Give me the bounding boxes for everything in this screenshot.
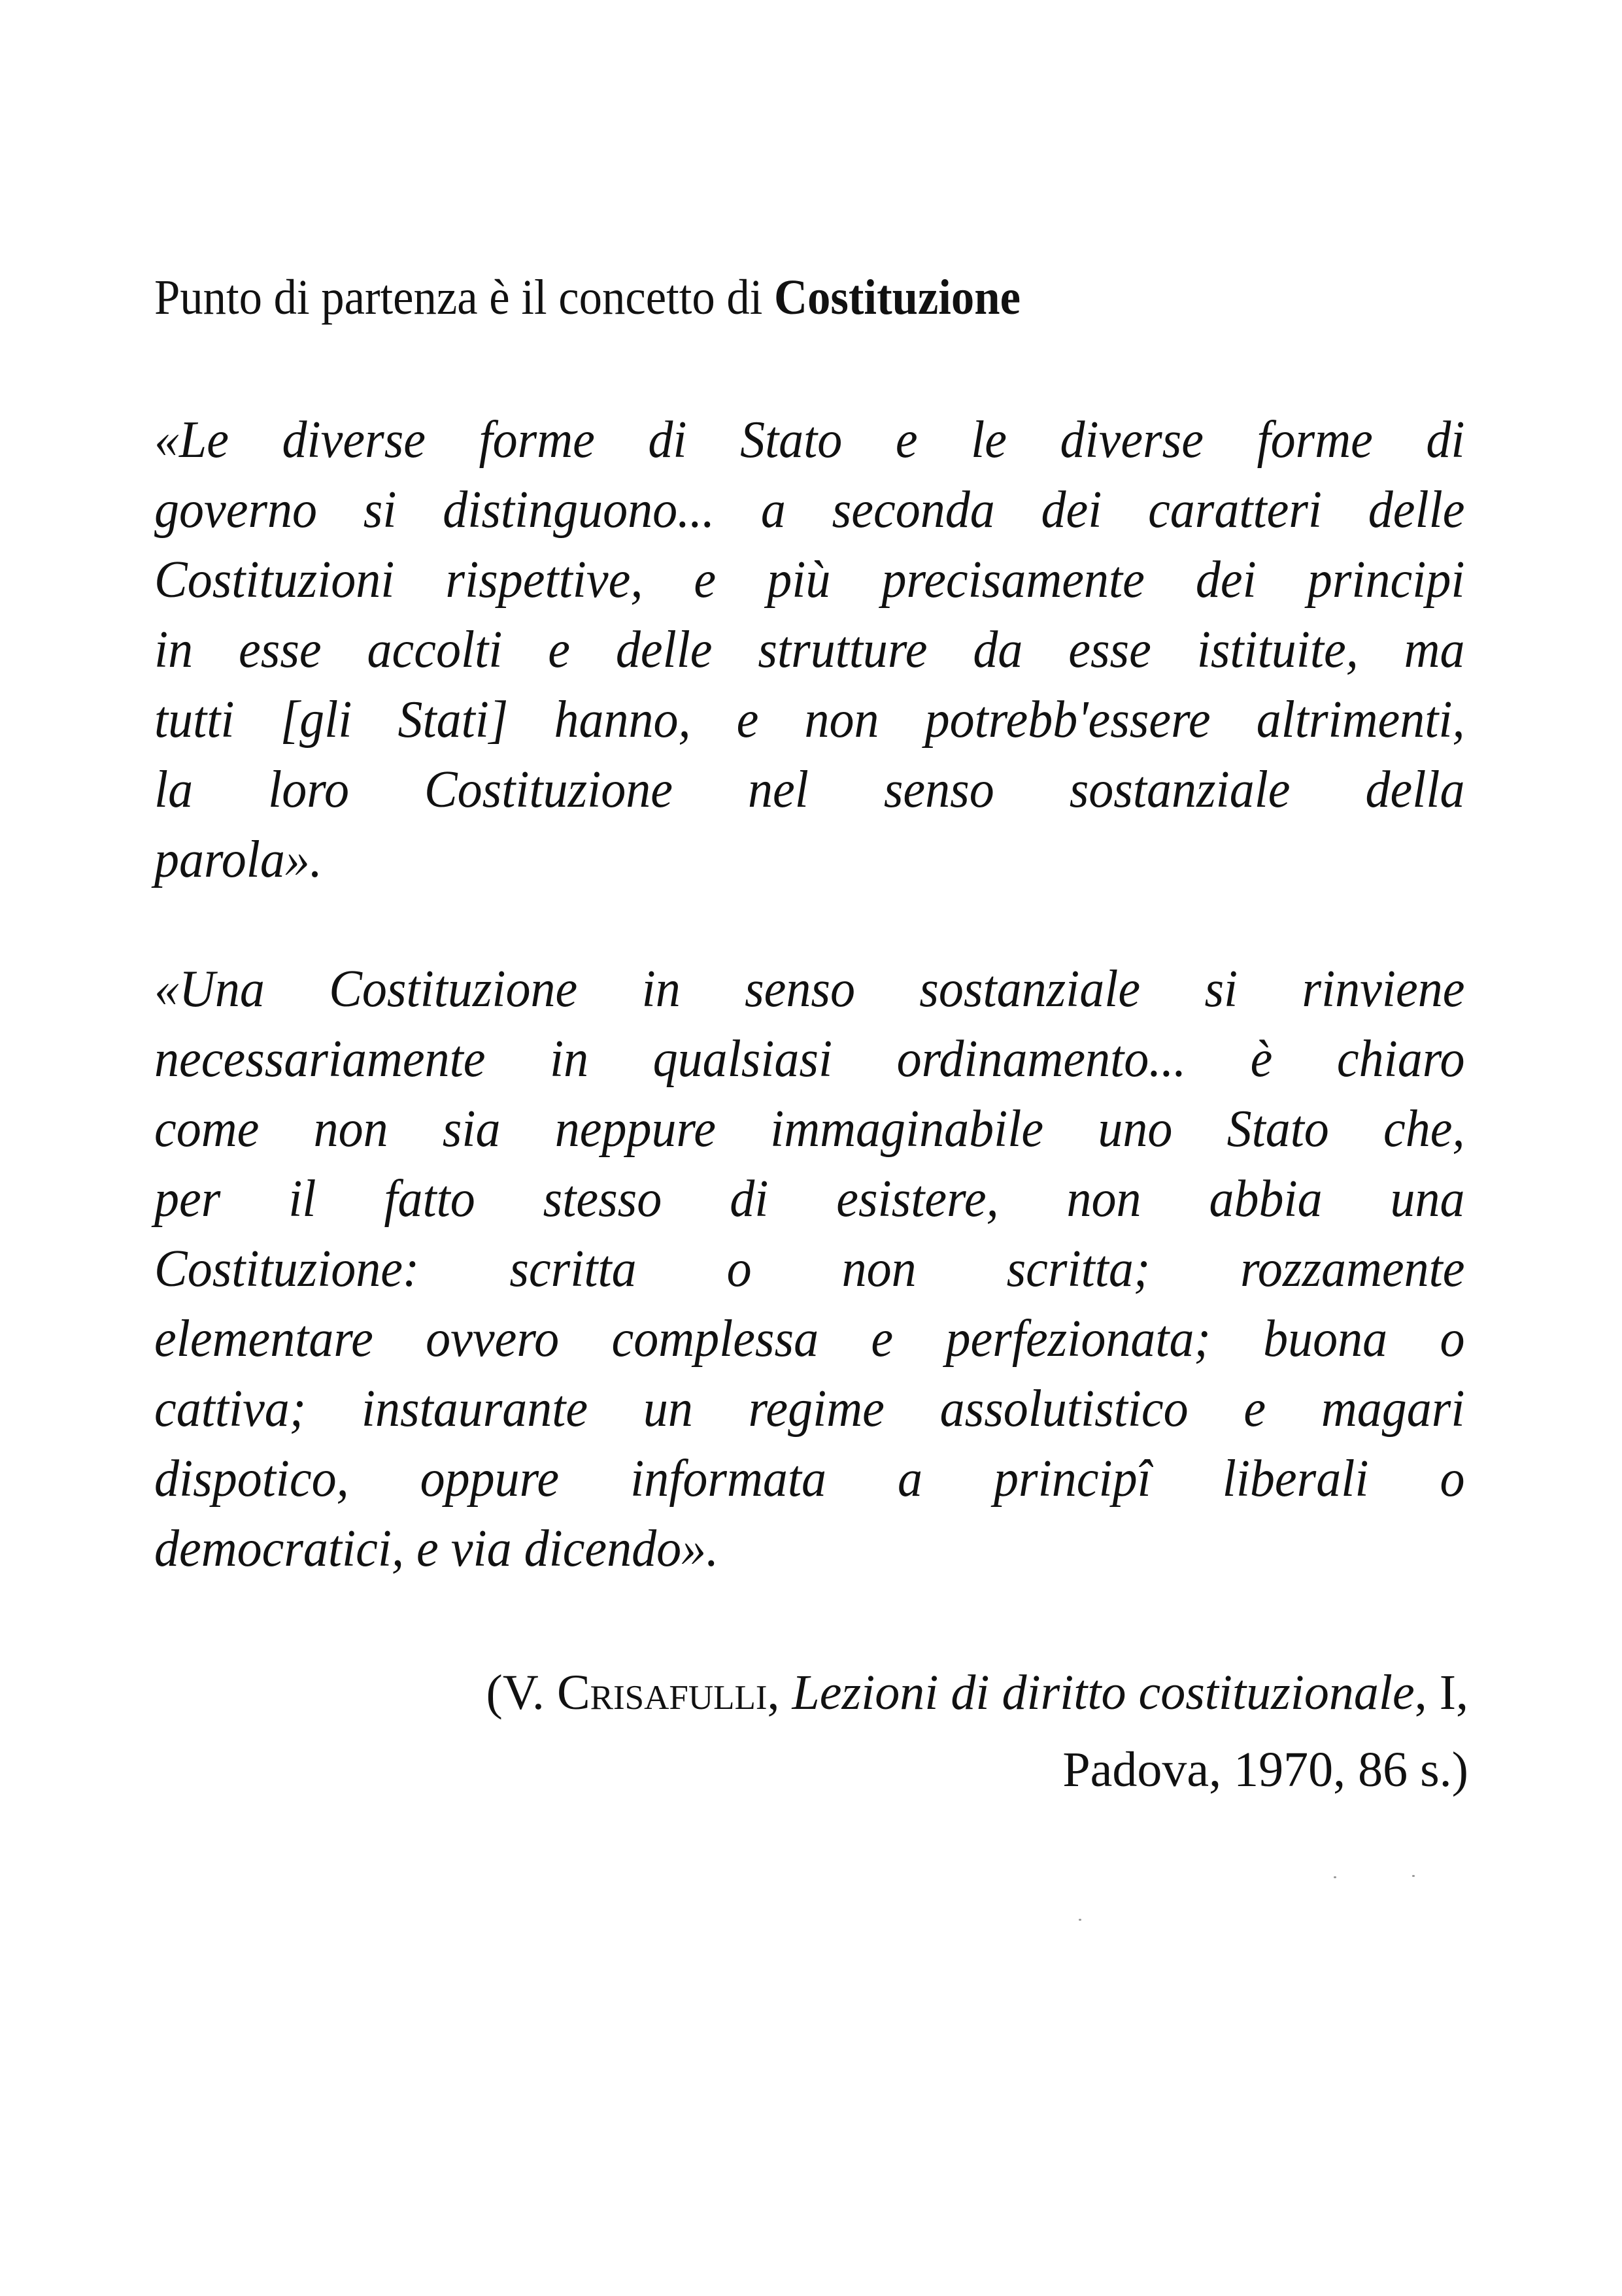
- citation-line-1: [154, 1654, 1468, 1731]
- quote-2-line: necessariamente in qualsiasi ordinamento... è chiaro: [154, 1030, 1465, 1088]
- page-heading: [154, 262, 1376, 333]
- quote-block-1: [154, 405, 1465, 895]
- citation-line-2: Padova, 1970, 86 s.): [1062, 1742, 1468, 1797]
- quote-1-line: governo si distinguono... a seconda dei caratteri delle: [154, 481, 1465, 539]
- scan-speck: [1334, 1876, 1336, 1878]
- heading-bold-term: Costituzione: [774, 270, 1021, 325]
- quote-1-line: la loro Costituzione nel senso sostanziale della: [154, 761, 1465, 819]
- quote-2-line: dispotico, oppure informata a principî liberali o: [154, 1450, 1465, 1508]
- quote-2-line: Costituzione: scritta o non scritta; rozzamente: [154, 1240, 1465, 1298]
- citation-sep: ,: [767, 1665, 792, 1720]
- quote-2-line: cattiva; instaurante un regime assolutistico e magari: [154, 1380, 1465, 1438]
- quote-2-line: democratici, e via dicendo».: [154, 1520, 719, 1578]
- quote-2-line: come non sia neppure immaginabile uno Stato che,: [154, 1100, 1465, 1158]
- citation: [154, 1654, 1468, 1808]
- quote-1-line: parola».: [154, 831, 322, 888]
- quote-block-2: [154, 954, 1465, 1584]
- citation-volume: , I,: [1414, 1665, 1468, 1720]
- quote-1-line: tutti [gli Stati] hanno, e non potrebb'essere altrimenti,: [154, 691, 1465, 749]
- quote-2-line: «Una Costituzione in senso sostanziale si rinviene: [154, 960, 1465, 1018]
- citation-author: Crisafulli: [556, 1665, 768, 1720]
- scan-speck: [1412, 1875, 1415, 1877]
- citation-open: (V.: [486, 1665, 557, 1720]
- citation-title: Lezioni di diritto costituzionale: [792, 1665, 1415, 1720]
- quote-2-line: elementare ovvero complessa e perfezionata; buona o: [154, 1310, 1465, 1368]
- scan-speck: [1079, 1919, 1081, 1921]
- quote-2-line: per il fatto stesso di esistere, non abbia una: [154, 1170, 1465, 1228]
- quote-1-line: Costituzioni rispettive, e più precisamente dei principi: [154, 551, 1465, 609]
- heading-text: Punto di partenza è il concetto di: [154, 270, 775, 325]
- quote-1-line: in esse accolti e delle strutture da esse istituite, ma: [154, 621, 1465, 679]
- document-page: [154, 262, 1468, 1797]
- quote-1-line: «Le diverse forme di Stato e le diverse forme di: [154, 411, 1465, 469]
